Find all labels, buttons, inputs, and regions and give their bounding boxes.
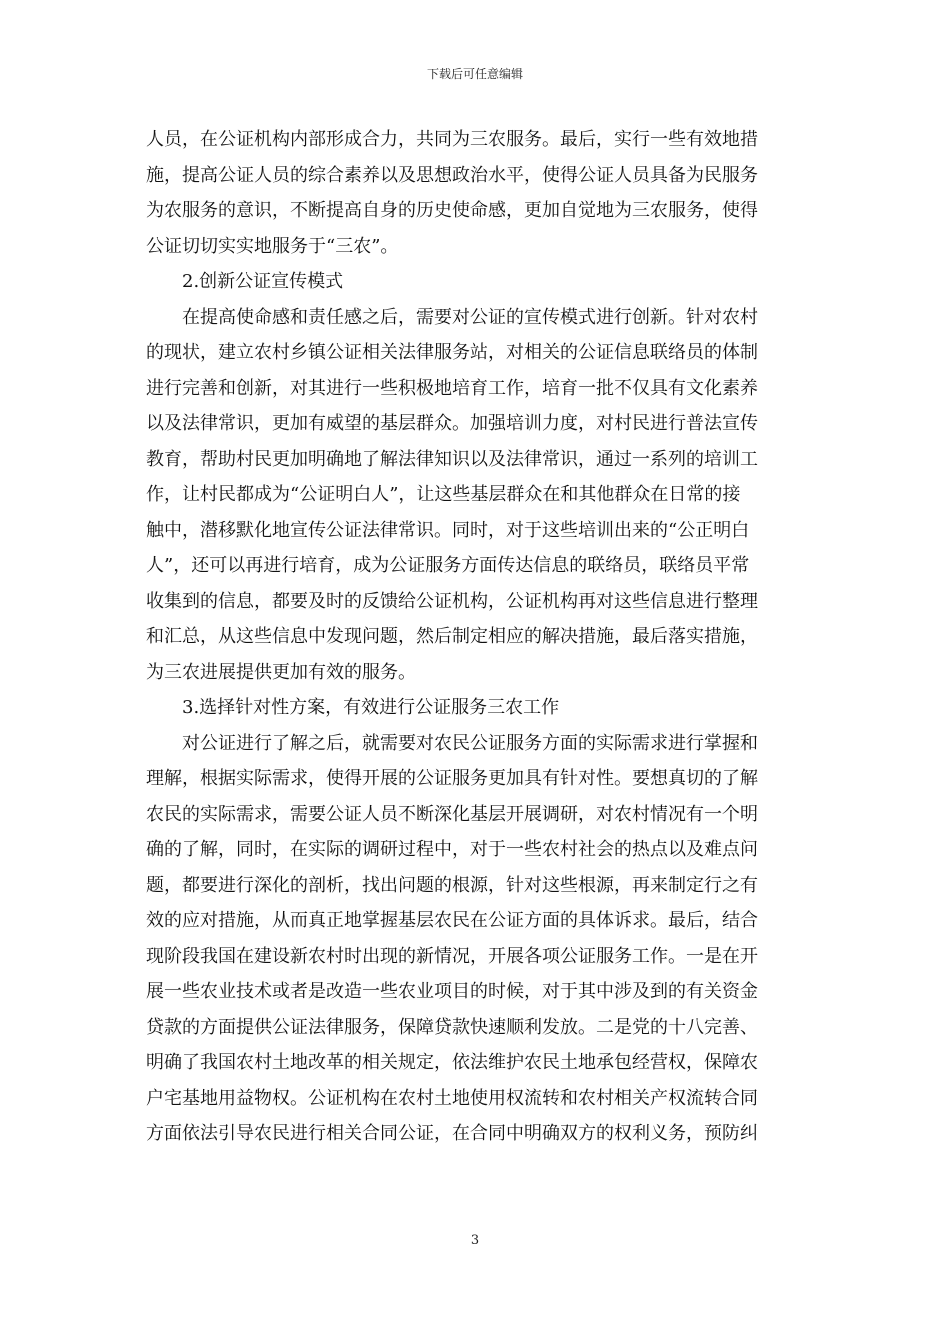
page-header: 下载后可任意编辑	[426, 67, 523, 81]
body-line: 进行完善和创新，对其进行一些积极地培育工作，培育一批不仅具有文化素养	[146, 377, 758, 399]
body-line: 效的应对措施，从而真正地掌握基层农民在公证方面的具体诉求。最后，结合	[146, 910, 758, 931]
page-number: 3	[470, 1233, 480, 1248]
body-line: 对公证进行了解之后，就需要对农民公证服务方面的实际需求进行掌握和	[182, 732, 758, 754]
body-line: 为农服务的意识，不断提高自身的历史使命感，更加自觉地为三农服务，使得	[146, 200, 758, 221]
body-line: 在提高使命感和责任感之后，需要对公证的宣传模式进行创新。针对农村	[182, 306, 758, 328]
body-line: 方面依法引导农民进行相关合同公证，在合同中明确双方的权利义务，预防纠	[146, 1123, 758, 1144]
body-line: 教育，帮助村民更加明确地了解法律知识以及法律常识，通过一系列的培训工	[146, 448, 758, 470]
body-line: 以及法律常识，更加有威望的基层群众。加强培训力度，对村民进行普法宣传	[146, 413, 758, 434]
body-line: 为三农进展提供更加有效的服务。	[146, 661, 416, 683]
body-line: 收集到的信息，都要及时的反馈给公证机构，公证机构再对这些信息进行整理	[146, 590, 758, 612]
body-line: 和汇总，从这些信息中发现问题，然后制定相应的解决措施，最后落实措施，	[146, 626, 758, 647]
body-line: 展一些农业技术或者是改造一些农业项目的时候，对于其中涉及到的有关资金	[146, 981, 758, 1002]
body-line: 的现状，建立农村乡镇公证相关法律服务站，对相关的公证信息联络员的体制	[146, 342, 758, 363]
section-heading: 3.选择针对性方案，有效进行公证服务三农工作	[182, 697, 560, 718]
body-line: 明确了我国农村土地改革的相关规定，依法维护农民土地承包经营权，保障农	[146, 1052, 758, 1073]
body-line: 人”，还可以再进行培育，成为公证服务方面传达信息的联络员，联络员平常	[146, 555, 750, 576]
body-line: 现阶段我国在建设新农村时出现的新情况，开展各项公证服务工作。一是在开	[146, 945, 758, 967]
section-heading: 2.创新公证宣传模式	[182, 271, 344, 292]
body-line: 户宅基地用益物权。公证机构在农村土地使用权流转和农村相关产权流转合同	[146, 1087, 758, 1109]
body-line: 理解，根据实际需求，使得开展的公证服务更加具有针对性。要想真切的了解	[146, 768, 758, 789]
body-line: 农民的实际需求，需要公证人员不断深化基层开展调研，对农村情况有一个明	[146, 803, 758, 825]
body-line: 公证切切实实地服务于“三农”。	[146, 235, 399, 257]
body-line: 题，都要进行深化的剖析，找出问题的根源，针对这些根源，再来制定行之有	[146, 874, 758, 896]
body-line: 贷款的方面提供公证法律服务，保障贷款快速顺利发放。二是党的十八完善、	[146, 1016, 758, 1038]
body-line: 人员，在公证机构内部形成合力，共同为三农服务。最后，实行一些有效地措	[146, 129, 758, 150]
body-line: 作，让村民都成为“公证明白人”，让这些基层群众在和其他群众在日常的接	[146, 484, 741, 505]
body-line: 确的了解，同时，在实际的调研过程中，对于一些农村社会的热点以及难点问	[146, 839, 758, 860]
body-line: 施，提高公证人员的综合素养以及思想政治水平，使得公证人员具备为民服务	[146, 164, 758, 186]
body-line: 触中，潜移默化地宣传公证法律常识。同时，对于这些培训出来的“公正明白	[146, 519, 750, 541]
document-body	[146, 122, 806, 1152]
